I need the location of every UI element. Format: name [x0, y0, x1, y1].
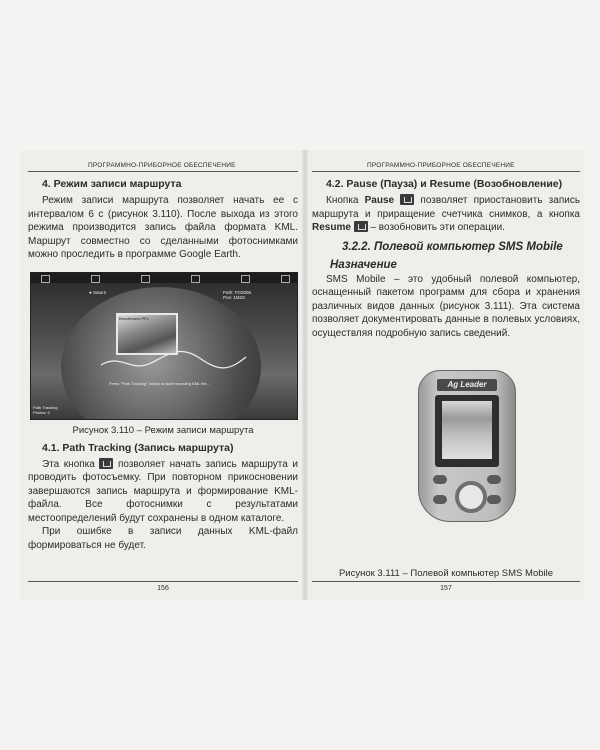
paragraph: SMS Mobile – это удобный полевой компьютер, оснащенный пакетом программ для сбора и хранения различных видов данных (рисунок 3.111). Эта система позволяет документировать данные в полевых условиях, осуществляя подробную запись сведений. [312, 273, 580, 339]
info-line: Path: FO2005 [222, 289, 251, 295]
device-key [487, 495, 501, 504]
figure-caption: Рисунок 3.110 – Режим записи маршрута [72, 424, 254, 436]
running-head: ПРОГРАММНО-ПРИБОРНОЕ ОБЕСПЕЧЕНИЕ [312, 162, 580, 172]
photo-thumbnail [116, 313, 178, 355]
resume-word: Resume [312, 222, 351, 233]
paragraph: При ошибке в записи данных KML-файл формироваться не будет. [28, 526, 298, 551]
running-head: ПРОГРАММНО-ПРИБОРНОЕ ОБЕСПЕЧЕНИЕ [28, 162, 298, 172]
device-key [487, 475, 501, 484]
figure-caption: Рисунок 3.111 – Полевой компьютер SMS Mobile [338, 568, 554, 579]
device-brand: Ag Leader [437, 379, 497, 391]
subsection-title: 4.1. Path Tracking (Запись маршрута) [42, 441, 234, 454]
book-spread [20, 150, 584, 600]
text-run: позволяет приостановить запись маршрута и приращение счетчика снимков, а кнопка [312, 195, 581, 220]
info-line: Pos: 1M2S [222, 294, 245, 300]
text-run: позволяет начать запись маршрута и проводить фотосъемку. При повторном прикосновении завершаются запись маршрута и формирование KML-файла. Все фотоснимки с результатами местоопределений будут сохранены в одном каталоге. [28, 458, 298, 524]
status-message: Press "Path Tracking" button to start recording KML file... [109, 380, 210, 386]
pause-word: Pause [364, 195, 395, 206]
paragraph [28, 458, 298, 526]
gutter [302, 150, 308, 600]
footer-line: Photos: 0 [33, 409, 50, 415]
path-tracking-button-icon [99, 458, 113, 469]
sms-mobile-device-photo [418, 370, 516, 522]
resume-button-icon [354, 221, 368, 232]
chapter-heading: 3.2.2. Полевой компьютер SMS Mobile [342, 240, 563, 253]
paragraph: Режим записи маршрута позволяет начать ее с интервалом 6 с (рисунок 3.110). После выхода из этого режима производится запись файла формата KML. Маршрут совместно со сделанными фотоснимками можно проследить в программе Google Earth. [28, 195, 298, 260]
left-page [28, 150, 298, 600]
text-run: Кнопка [326, 195, 359, 206]
map-label: ● Saturn [89, 289, 107, 295]
device-dpad [455, 481, 487, 513]
text-run: Эта кнопка [42, 458, 95, 470]
subheading: Назначение [330, 258, 397, 271]
page-number: 156 [28, 581, 298, 592]
device-screen [435, 395, 499, 467]
paragraph [312, 194, 580, 235]
pause-button-icon [400, 194, 414, 205]
map-info [223, 290, 251, 300]
page-number: 157 [312, 581, 580, 592]
right-page [312, 150, 580, 600]
text-run: – возобновить эти операции. [370, 222, 505, 233]
section-title: 4. Режим записи маршрута [42, 178, 182, 190]
footer-line: Path Tracking [33, 404, 58, 410]
photo-label: Beschmann-PFL [119, 315, 149, 321]
route-recording-screenshot [30, 272, 298, 420]
device-screen-content [442, 401, 492, 459]
device-key [433, 495, 447, 504]
device-key [433, 475, 447, 484]
map-footer [33, 405, 57, 415]
section-title: 4.2. Pause (Пауза) и Resume (Возобновление) [326, 178, 563, 190]
